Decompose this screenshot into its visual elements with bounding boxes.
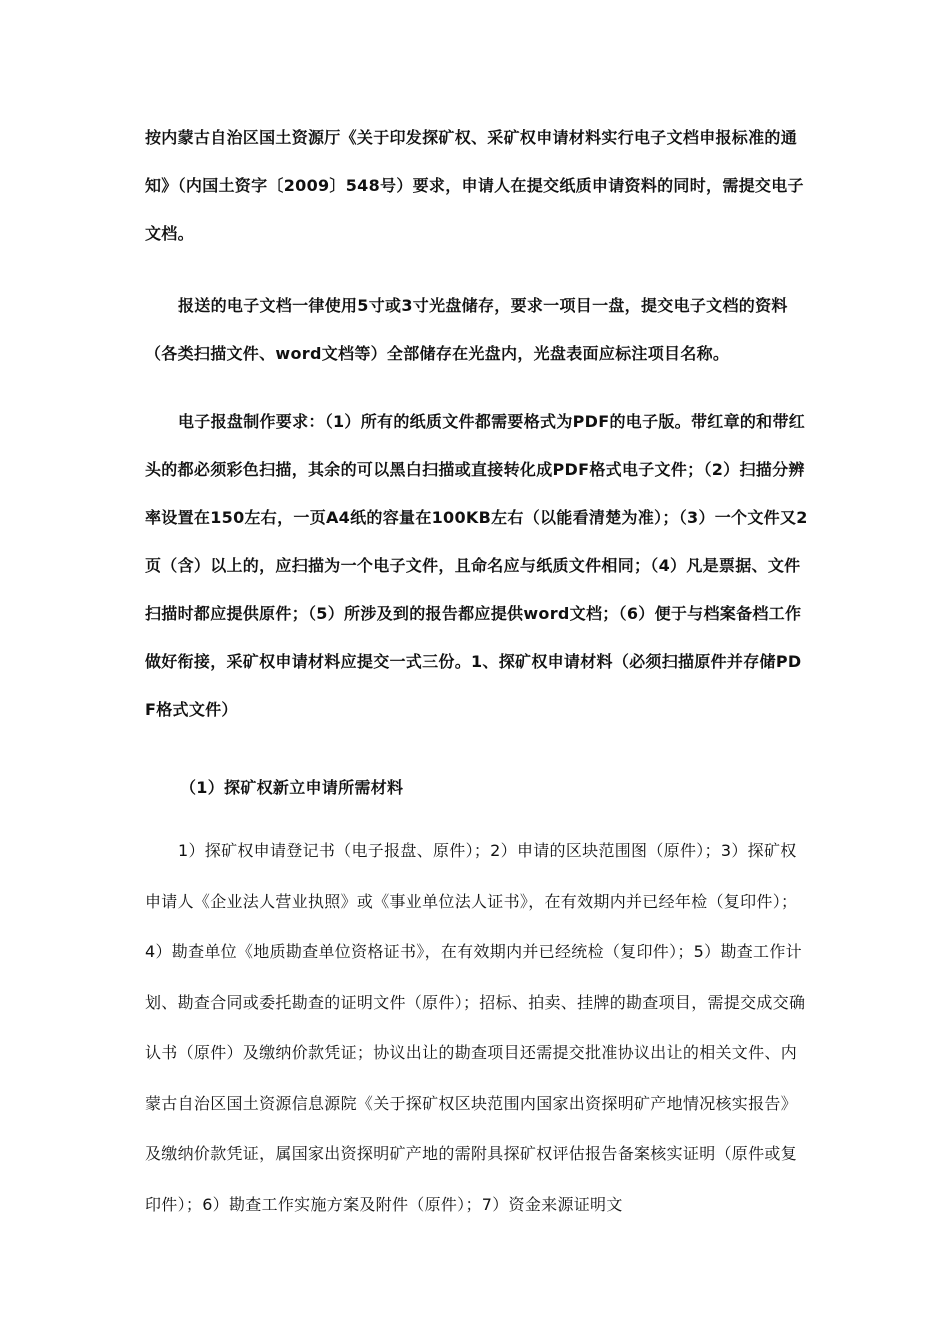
- paragraph-required-materials-list: 1）探矿权申请登记书（电子报盘、原件）；2）申请的区块范围图（原件）；3）探矿权申请人《企业法人营业执照》或《事业单位法人证书》，在有效期内并已经年检（复印件）；4）勘查单位《地质勘查单位资格证书》，在有效期内并已经统检（复印件）；5）勘查工作计划、勘查合同或委托勘查的证明文件（原件）；招标、拍卖、挂牌的勘查项目，需提交成交确认书（原件）及缴纳价款凭证；协议出让的勘查项目还需提交批准协议出让的相关文件、内蒙古自治区国土资源信息源院《关于探矿权区块范围内国家出资探明矿产地情况核实报告》及缴纳价款凭证，属国家出资探明矿产地的需附具探矿权评估报告备案核实证明（原件或复印件）；6）勘查工作实施方案及附件（原件）；7）资金来源证明文: [145, 841, 806, 1214]
- paragraph-intro: 按内蒙古自治区国土资源厅《关于印发探矿权、采矿权申请材料实行电子文档申报标准的通知》（内国土资字〔2009〕548号）要求，申请人在提交纸质申请资料的同时，需提交电子文档。: [145, 128, 804, 243]
- paragraph-disc-production-requirements: 电子报盘制作要求：（1）所有的纸质文件都需要格式为PDF的电子版。带红章的和带红头的都必须彩色扫描，其余的可以黑白扫描或直接转化成PDF格式电子文件；（2）扫描分辨率设置在150左右，一页A4纸的容量在100KB左右（以能看清楚为准）；（3）一个文件又2页（含）以上的，应扫描为一个电子文件，且命名应与纸质文件相同；（4）凡是票据、文件扫描时都应提供原件；（5）所涉及到的报告都应提供word文档；（6）便于与档案备档工作做好衔接，采矿权申请材料应提交一式三份。1、探矿权申请材料（必须扫描原件并存储PDF格式文件）: [145, 412, 808, 719]
- section-heading-new-exploration-application: （1）探矿权新立申请所需材料: [180, 778, 404, 797]
- paragraph-storage-requirement: 报送的电子文档一律使用5寸或3寸光盘储存，要求一项目一盘，提交电子文档的资料（各类扫描文件、word文档等）全部储存在光盘内，光盘表面应标注项目名称。: [145, 296, 788, 363]
